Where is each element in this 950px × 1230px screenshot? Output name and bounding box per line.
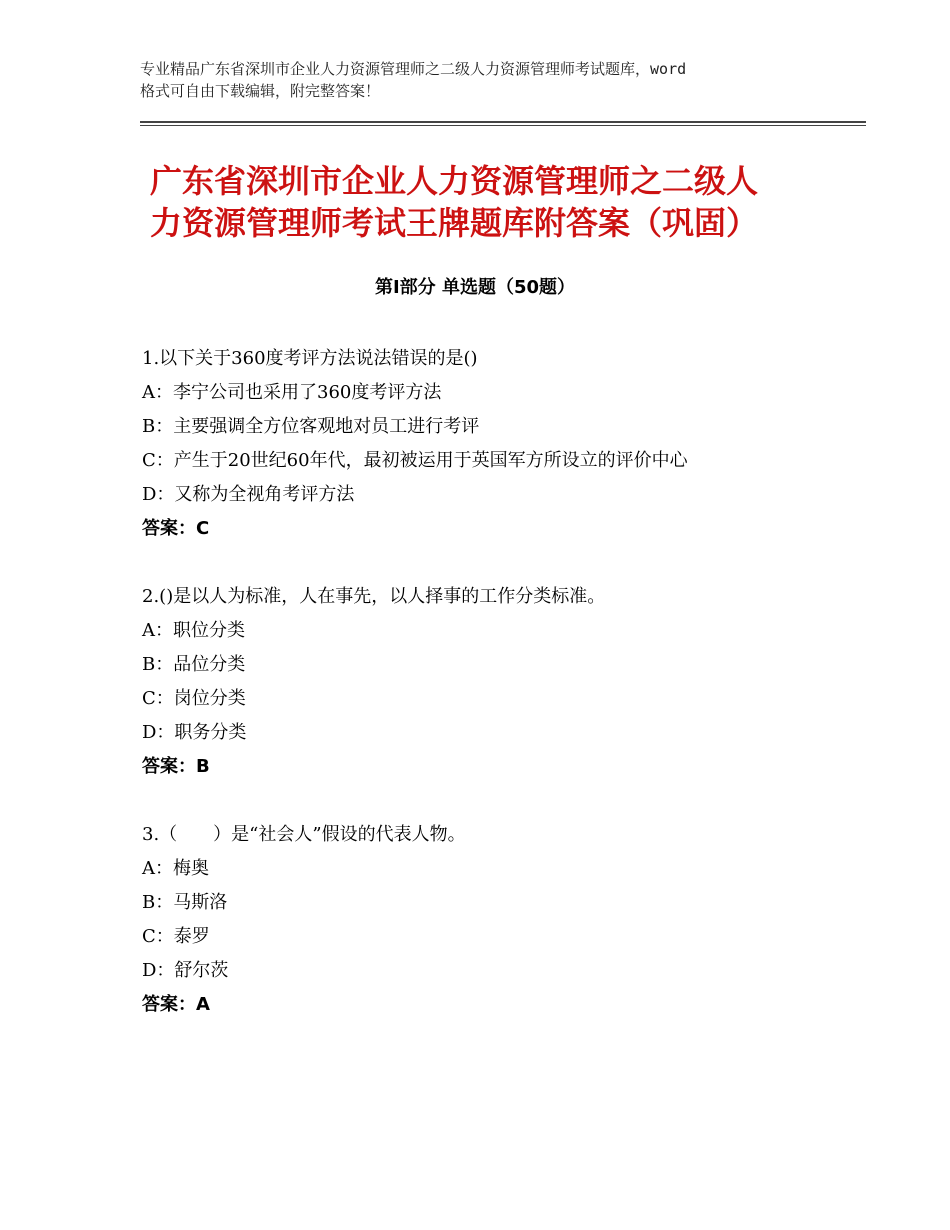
question-stem: 1.以下关于360度考评方法说法错误的是(): [142, 348, 478, 369]
question-2: [142, 580, 862, 784]
option-d: D：又称为全视角考评方法: [142, 484, 355, 505]
option-b: B：主要强调全方位客观地对员工进行考评: [142, 416, 480, 437]
document-title: [150, 160, 840, 244]
answer: 答案：C: [142, 518, 210, 539]
answer: 答案：A: [142, 994, 210, 1015]
answer: 答案：B: [142, 756, 210, 777]
header-note-line-2: 格式可自由下载编辑，附完整答案！: [140, 82, 381, 100]
option-b: B：品位分类: [142, 654, 246, 675]
question-list: [142, 342, 862, 1056]
option-c: C：泰罗: [142, 926, 210, 947]
option-a: A：职位分类: [142, 620, 245, 641]
option-c: C：产生于20世纪60年代，最初被运用于英国军方所设立的评价中心: [142, 450, 688, 471]
section-title: 第Ⅰ部分 单选题（50题）: [374, 277, 575, 298]
option-a: A：梅奥: [142, 858, 209, 879]
question-1: [142, 342, 862, 546]
option-a: A：李宁公司也采用了360度考评方法: [142, 382, 442, 403]
document-title-line-1: 广东省深圳市企业人力资源管理师之二级人: [150, 162, 759, 200]
question-stem: 3.（ ）是“社会人”假设的代表人物。: [142, 824, 466, 845]
option-d: D：职务分类: [142, 722, 247, 743]
document-title-line-2: 力资源管理师考试王牌题库附答案（巩固）: [150, 204, 759, 242]
option-c: C：岗位分类: [142, 688, 246, 709]
question-3: [142, 818, 862, 1022]
header-note-line-1: 专业精品广东省深圳市企业人力资源管理师之二级人力资源管理师考试题库，word: [140, 60, 687, 78]
header-rule-thick: [140, 121, 866, 123]
option-b: B：马斯洛: [142, 892, 228, 913]
header-note: [140, 58, 840, 102]
question-stem: 2.()是以人为标准，人在事先，以人择事的工作分类标准。: [142, 586, 606, 607]
option-d: D：舒尔茨: [142, 960, 229, 981]
header-rule-thin: [140, 125, 866, 126]
